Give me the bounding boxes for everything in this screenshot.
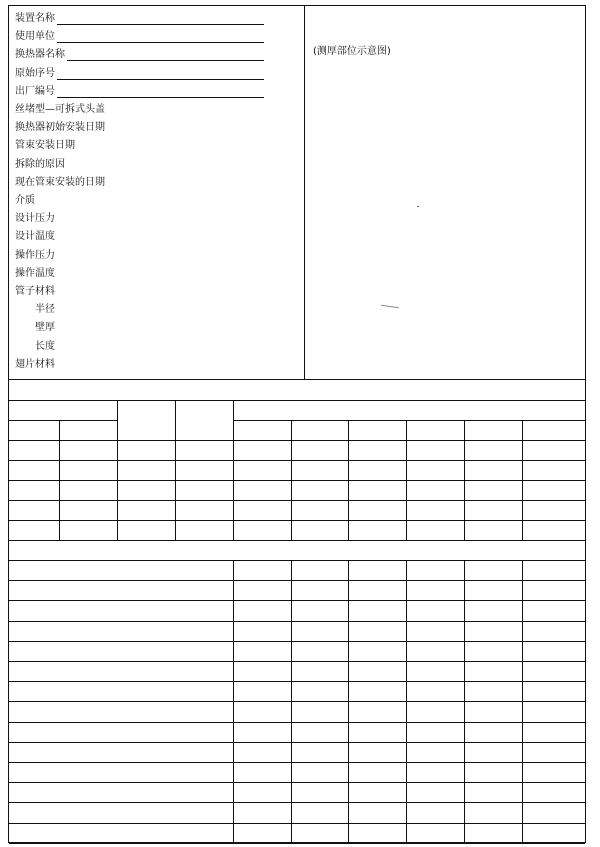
equipment-info-column: [9, 6, 304, 379]
field-label: 换热器初始安装日期: [15, 122, 105, 134]
divider: [9, 379, 585, 380]
field-label: 长度: [35, 340, 55, 352]
divider: [9, 782, 585, 783]
divider: [233, 560, 234, 843]
divider: [291, 420, 292, 540]
field-label: 操作压力: [15, 249, 55, 261]
field-input-line[interactable]: [67, 60, 264, 61]
field-label: 翅片材料: [15, 358, 55, 370]
field-input-line[interactable]: [57, 24, 264, 25]
divider: [117, 400, 118, 540]
field-label: 现在管束安装的日期: [15, 176, 105, 188]
divider: [348, 420, 349, 540]
divider: [9, 742, 585, 743]
divider: [348, 560, 349, 843]
field-label: 管子材料: [15, 286, 55, 297]
divider: [9, 621, 585, 622]
field-input-line[interactable]: [57, 42, 264, 43]
divider: [9, 400, 585, 401]
divider: [9, 701, 585, 702]
field-label: 管束安装日期: [15, 140, 75, 152]
diagram-area: [304, 6, 586, 379]
field-label: 设计压力: [15, 213, 55, 225]
divider: [59, 420, 60, 540]
field-label: 半径: [35, 304, 55, 316]
divider: [9, 500, 585, 501]
inspection-form: [8, 5, 586, 843]
field-label: 出厂编号: [15, 85, 55, 97]
divider: [9, 460, 585, 461]
field-label: 设计温度: [15, 231, 55, 243]
divider: [406, 560, 407, 843]
scan-speck: [417, 206, 419, 207]
field-label: 拆除的原因: [15, 158, 65, 170]
divider: [406, 420, 407, 540]
divider: [233, 400, 234, 540]
field-label: 丝堵型—可拆式头盖: [15, 104, 105, 115]
divider: [9, 802, 585, 803]
field-input-line[interactable]: [57, 79, 264, 80]
field-label: 装置名称: [15, 13, 55, 24]
divider: [9, 681, 585, 682]
divider: [9, 520, 585, 521]
divider: [9, 560, 585, 561]
divider: [291, 560, 292, 843]
field-label: 换热器名称: [15, 49, 65, 61]
field-label: 介质: [15, 195, 35, 206]
divider: [464, 420, 465, 540]
field-input-line[interactable]: [57, 97, 264, 98]
divider: [9, 843, 585, 844]
divider: [9, 661, 585, 662]
divider: [522, 560, 523, 843]
field-label: 壁厚: [35, 322, 55, 334]
divider: [175, 400, 176, 540]
divider: [9, 540, 585, 541]
divider: [233, 420, 585, 421]
divider: [9, 600, 585, 601]
divider: [464, 560, 465, 843]
divider: [9, 420, 117, 421]
scan-speck: [381, 305, 399, 308]
divider: [522, 420, 523, 540]
divider: [9, 823, 585, 824]
field-label: 原始序号: [15, 67, 55, 79]
divider: [9, 440, 585, 441]
diagram-label: (测厚部位示意图): [313, 46, 391, 57]
divider: [9, 762, 585, 763]
divider: [9, 580, 585, 581]
field-label: 使用单位: [15, 31, 55, 43]
field-label: 操作温度: [15, 267, 55, 279]
header-section: [9, 6, 585, 379]
divider: [9, 641, 585, 642]
divider: [9, 480, 585, 481]
divider: [9, 722, 585, 723]
